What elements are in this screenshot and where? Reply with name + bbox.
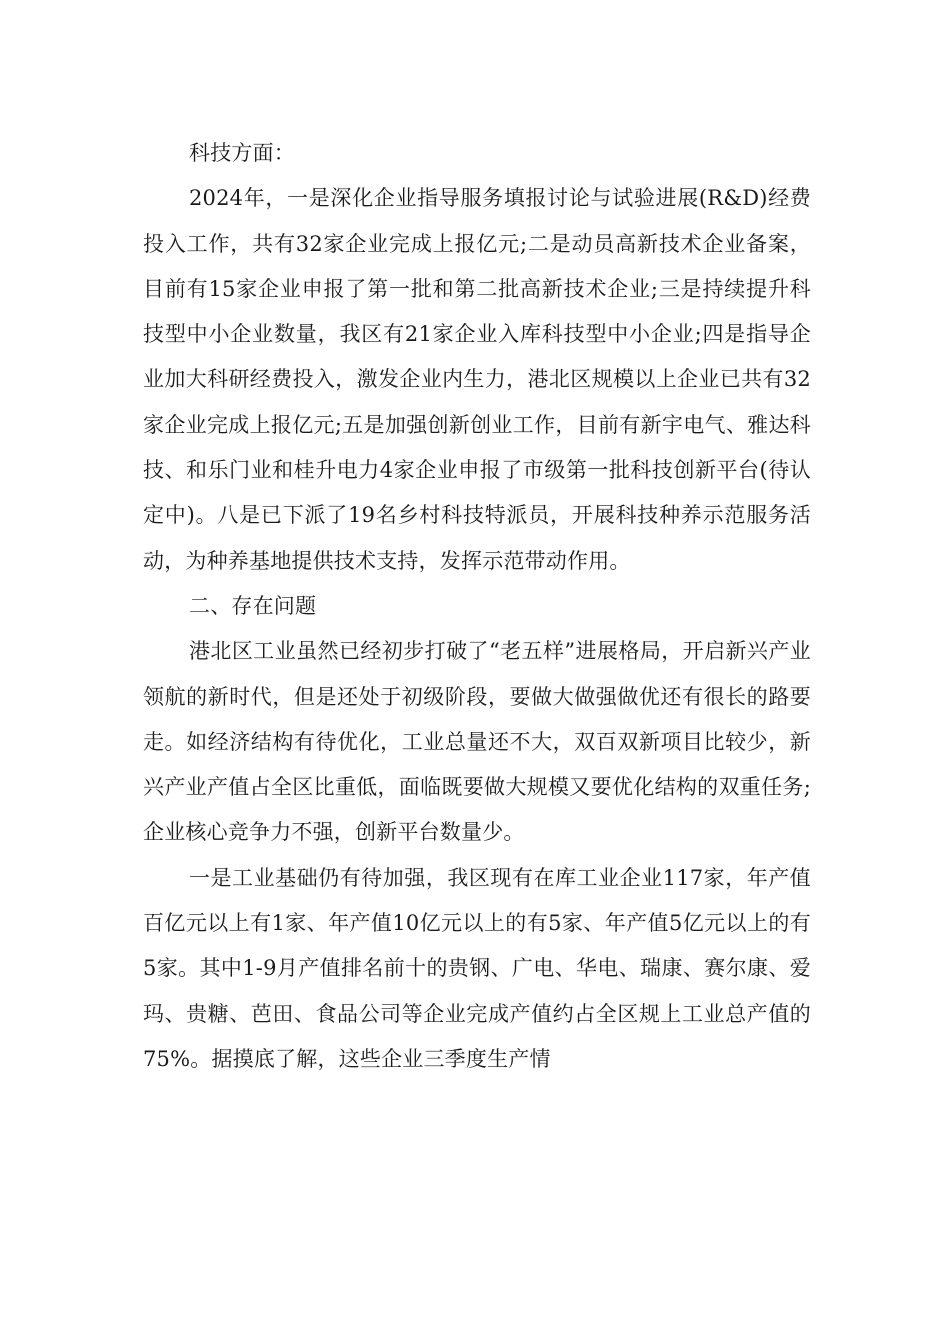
document-body: [143, 131, 811, 1082]
paragraph-heading-tech: 科技方面：: [189, 141, 295, 165]
paragraph-industry-overview: 港北区工业虽然已经初步打破了“老五样”进展格局，开启新兴产业领航的新时代，但是还处于初级阶段，要做大做强做优还有很长的路要走。如经济结构有待优化，工业总量还不大，双百双新项目比较少，新兴产业产值占全区比重低，面临既要做大规模又要优化结构的双重任务;企业核心竞争力不强，创新平台数量少。: [143, 639, 811, 845]
paragraph-industry-base: 一是工业基础仍有待加强，我区现有在库工业企业117家，年产值百亿元以上有1家、年产值10亿元以上的有5家、年产值5亿元以上的有5家。其中1-9月产值排名前十的贵钢、广电、华电、瑞康、赛尔康、爱玛、贵糖、芭田、食品公司等企业完成产值约占全区规上工业总产值的75%。据摸底了解，这些企业三季度生产情: [143, 865, 811, 1071]
paragraph-tech-progress: 2024年，一是深化企业指导服务填报讨论与试验进展(R&D)经费投入工作，共有32家企业完成上报亿元;二是动员高新技术企业备案，目前有15家企业申报了第一批和第二批高新技术企业;三是持续提升科技型中小企业数量，我区有21家企业入库科技型中小企业;四是指导企业加大科研经费投入，激发企业内生力，港北区规模以上企业已共有32家企业完成上报亿元;五是加强创新创业工作，目前有新宇电气、雅达科技、和乐门业和桂升电力4家企业申报了市级第一批科技创新平台(待认定中)。八是已下派了19名乡村科技特派员，开展科技种养示范服务活动，为种养基地提供技术支持，发挥示范带动作用。: [143, 186, 811, 573]
paragraph-heading-problems: 二、存在问题: [189, 593, 317, 618]
